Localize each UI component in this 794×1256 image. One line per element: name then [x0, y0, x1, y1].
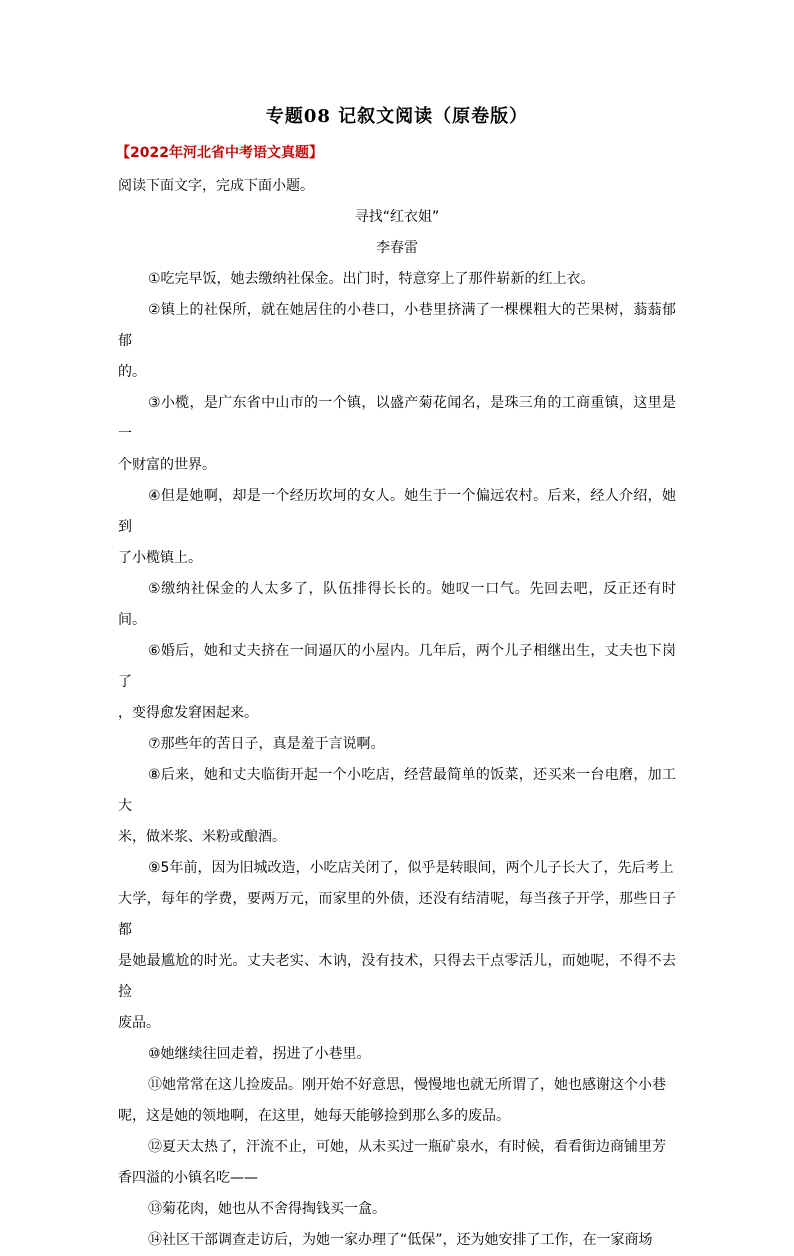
article-title: 寻找“红衣姐”: [354, 209, 440, 225]
article-author: 李春雷: [376, 240, 418, 256]
paragraph-8: ⑧后来，她和丈夫临街开起一个小吃店，经营最简单的饭菜，还买来一台电磨，加工大 米，做米浆、米粉或酿酒。: [118, 767, 676, 845]
paragraph-3: ③小榄，是广东省中山市的一个镇，以盛产菊花闻名，是珠三角的工商重镇，这里是一 个财富的世界。: [118, 395, 676, 473]
article-body: [118, 264, 676, 1256]
paragraph-1: ①吃完早饭，她去缴纳社保金。出门时，特意穿上了那件崭新的红上衣。: [148, 271, 595, 287]
paragraph-6: ⑥婚后，她和丈夫挤在一间逼仄的小屋内。几年后，两个儿子相继出生，丈夫也下岗了 ，变得愈发窘困起来。: [118, 643, 676, 721]
paragraph-11: ⑪她常常在这儿捡废品。刚开始不好意思，慢慢地也就无所谓了，她也感谢这个小巷 呢，这是她的领地啊，在这里，她每天能够捡到那么多的废品。: [118, 1077, 666, 1124]
document-title: 专题08 记叙文阅读（原卷版）: [265, 106, 529, 127]
paragraph-12: ⑫夏天太热了，汗流不止，可她，从未买过一瓶矿泉水，有时候，看看街边商铺里芳 香四溢的小镇名吃——: [118, 1139, 666, 1186]
paragraph-9: ⑨5年前，因为旧城改造，小吃店关闭了，似乎是转眼间，两个儿子长大了，先后考上 大学，每年的学费，要两万元，而家里的外债，还没有结清呢，每当孩子开学，那些日子都 是她最尴尬的时光。丈夫老实、木讷，没有技术，只得去干点零活儿，而她呢，不得不去捡 废品。: [118, 860, 676, 1031]
paragraph-13: ⑬菊花肉，她也从不舍得掏钱买一盒。: [148, 1201, 386, 1217]
paragraph-7: ⑦那些年的苦日子，真是羞于言说啊。: [148, 736, 385, 752]
exam-source-label: 【2022年河北省中考语文真题】: [116, 145, 323, 161]
paragraph-14: ⑭社区干部调查走访后，为她一家办理了“低保”，还为她安排了工作，在一家商场: [148, 1232, 653, 1248]
paragraph-4: ④但是她啊，却是一个经历坎坷的女人。她生于一个偏远农村。后来，经人介绍，她到 了小榄镇上。: [118, 488, 676, 566]
reading-instruction: 阅读下面文字，完成下面小题。: [118, 178, 314, 194]
paragraph-5: ⑤缴纳社保金的人太多了，队伍排得长长的。她叹一口气。先回去吧，反正还有时间。: [118, 581, 676, 628]
paragraph-10: ⑩她继续往回走着，拐进了小巷里。: [148, 1046, 371, 1062]
paragraph-2: ②镇上的社保所，就在她居住的小巷口，小巷里挤满了一棵棵粗大的芒果树，蓊蓊郁郁 的。: [118, 302, 676, 380]
